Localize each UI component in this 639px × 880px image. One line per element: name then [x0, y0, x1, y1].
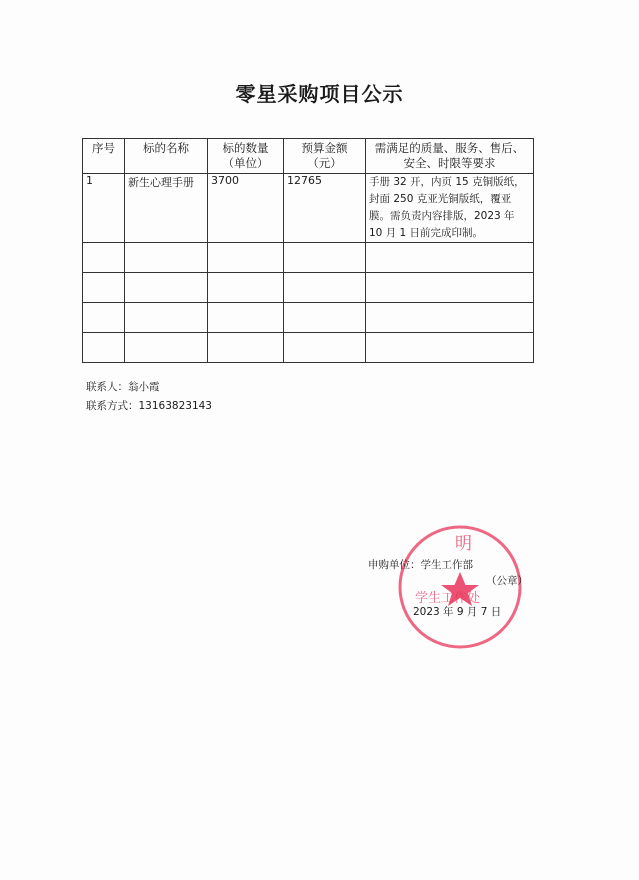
table-row-empty [83, 273, 534, 303]
cell-name: 新生心理手册 [125, 174, 208, 243]
page-title: 零星采购项目公示 [235, 82, 404, 106]
contact-phone-number: 13163823143 [138, 400, 212, 412]
seal-bottom-text: 学生工作处 [415, 591, 481, 606]
requirements-table [82, 138, 534, 363]
seal-top-text: 明 [455, 534, 472, 554]
contact-phone-label: 联系方式： [86, 400, 139, 412]
cell-budget: 12765 [284, 174, 366, 243]
header-seq: 序号 [83, 139, 125, 174]
contact-person [86, 379, 160, 394]
contact-phone [86, 398, 212, 413]
header-budget: 预算金额 （元） [284, 139, 366, 174]
table-row-empty [83, 303, 534, 333]
header-name: 标的名称 [125, 139, 208, 174]
applicant-unit-name: 学生工作部 [420, 559, 473, 571]
seal-note: （公章） [486, 575, 528, 587]
contact-person-label: 联系人： [86, 381, 128, 393]
cell-requirements: 手册 32 开，内页 15 克铜版纸，封面 250 克亚光铜版纸，覆亚膜。需负责内容排版，2023 年 10 月 1 日前完成印制。 [366, 174, 534, 243]
applicant-unit-label: 申购单位： [368, 559, 421, 571]
header-requirements: 需满足的质量、服务、售后、 安全、时限等要求 [366, 139, 534, 174]
table-row-empty [83, 333, 534, 363]
applicant-unit [368, 557, 473, 572]
cell-qty: 3700 [208, 174, 284, 243]
table-header-row [83, 139, 534, 174]
header-qty: 标的数量 （单位） [208, 139, 284, 174]
date: 2023 年 9 月 7 日 [413, 606, 502, 618]
contact-person-name: 翁小霞 [128, 381, 160, 393]
cell-seq: 1 [83, 174, 125, 243]
table-row-empty [83, 243, 534, 273]
table-row [83, 174, 534, 243]
